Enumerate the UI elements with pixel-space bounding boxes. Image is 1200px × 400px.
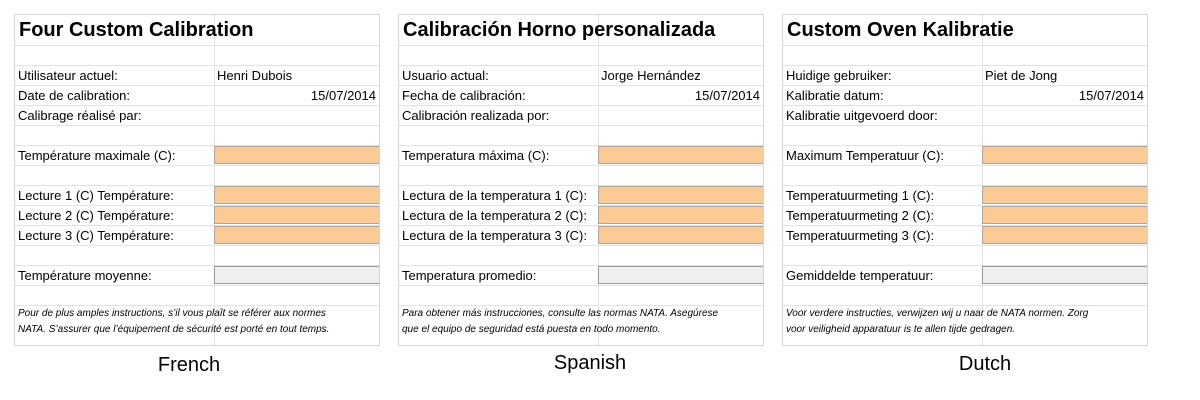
caption-dutch: Dutch xyxy=(958,353,1012,375)
calibration-date-label: Date de calibration: xyxy=(18,88,131,103)
max-temperature-input[interactable] xyxy=(214,146,380,164)
reading-2-input[interactable] xyxy=(982,206,1148,224)
reading-1-label: Temperatuurmeting 1 (C): xyxy=(786,188,935,203)
max-temperature-input[interactable] xyxy=(982,146,1148,164)
max-temperature-label: Température maximale (C): xyxy=(18,148,176,163)
reading-1-label: Lecture 1 (C) Température: xyxy=(18,188,174,203)
reading-1-input[interactable] xyxy=(982,186,1148,204)
current-user-label: Utilisateur actuel: xyxy=(18,68,118,83)
reading-3-label: Lectura de la temperatura 3 (C): xyxy=(402,228,587,243)
note-line-2: voor veiligheid apparatuur is te allen tijde gedragen. xyxy=(786,324,1016,335)
sheet-title: Calibración Horno personalizada xyxy=(403,19,716,41)
calibration-date-value[interactable]: 15/07/2014 xyxy=(694,88,760,103)
sheet-title: Four Custom Calibration xyxy=(19,19,254,41)
average-temperature-label: Gemiddelde temperatuur: xyxy=(786,268,934,283)
reading-2-label: Lecture 2 (C) Température: xyxy=(18,208,174,223)
current-user-label: Huidige gebruiker: xyxy=(786,68,892,83)
note-line-1: Voor verdere instructies, verwijzen wij u naar de NATA normen. Zorg xyxy=(786,308,1089,319)
average-temperature-label: Température moyenne: xyxy=(18,268,152,283)
caption-french: French xyxy=(157,354,221,376)
average-temperature-output xyxy=(598,266,764,284)
current-user-value[interactable]: Jorge Hernández xyxy=(601,68,701,83)
reading-3-label: Temperatuurmeting 3 (C): xyxy=(786,228,935,243)
note-line-1: Pour de plus amples instructions, s’il vous plaît se référer aux normes xyxy=(18,308,326,319)
performed-by-label: Calibración realizada por: xyxy=(402,108,550,123)
reading-1-label: Lectura de la temperatura 1 (C): xyxy=(402,188,587,203)
current-user-label: Usuario actual: xyxy=(402,68,489,83)
sheet-french xyxy=(14,14,380,346)
average-temperature-output xyxy=(214,266,380,284)
performed-by-label: Kalibratie uitgevoerd door: xyxy=(786,108,938,123)
caption-spanish: Spanish xyxy=(553,352,627,374)
max-temperature-label: Maximum Temperatuur (C): xyxy=(786,148,944,163)
average-temperature-output xyxy=(982,266,1148,284)
reading-2-input[interactable] xyxy=(214,206,380,224)
calibration-date-label: Fecha de calibración: xyxy=(402,88,526,103)
sheet-spanish xyxy=(398,14,764,346)
calibration-date-value[interactable]: 15/07/2014 xyxy=(1078,88,1144,103)
sheet-title: Custom Oven Kalibratie xyxy=(787,19,1014,41)
max-temperature-label: Temperatura máxima (C): xyxy=(402,148,550,163)
calibration-date-label: Kalibratie datum: xyxy=(786,88,884,103)
sheet-dutch xyxy=(782,14,1148,346)
reading-2-input[interactable] xyxy=(598,206,764,224)
reading-3-input[interactable] xyxy=(598,226,764,244)
calibration-date-value[interactable]: 15/07/2014 xyxy=(310,88,376,103)
note-line-2: NATA. S’assurer que l’équipement de sécurité est porté en tout temps. xyxy=(18,324,330,335)
reading-1-input[interactable] xyxy=(598,186,764,204)
reading-2-label: Lectura de la temperatura 2 (C): xyxy=(402,208,587,223)
performed-by-label: Calibrage réalisé par: xyxy=(18,108,142,123)
current-user-value[interactable]: Henri Dubois xyxy=(217,68,293,83)
reading-3-input[interactable] xyxy=(214,226,380,244)
average-temperature-label: Temperatura promedio: xyxy=(402,268,537,283)
max-temperature-input[interactable] xyxy=(598,146,764,164)
note-line-1: Para obtener más instrucciones, consulte las normas NATA. Asegúrese xyxy=(402,308,719,319)
reading-2-label: Temperatuurmeting 2 (C): xyxy=(786,208,935,223)
reading-3-input[interactable] xyxy=(982,226,1148,244)
note-line-2: que el equipo de seguridad está puesta en todo momento. xyxy=(402,324,661,335)
reading-1-input[interactable] xyxy=(214,186,380,204)
reading-3-label: Lecture 3 (C) Température: xyxy=(18,228,174,243)
current-user-value[interactable]: Piet de Jong xyxy=(985,68,1058,83)
